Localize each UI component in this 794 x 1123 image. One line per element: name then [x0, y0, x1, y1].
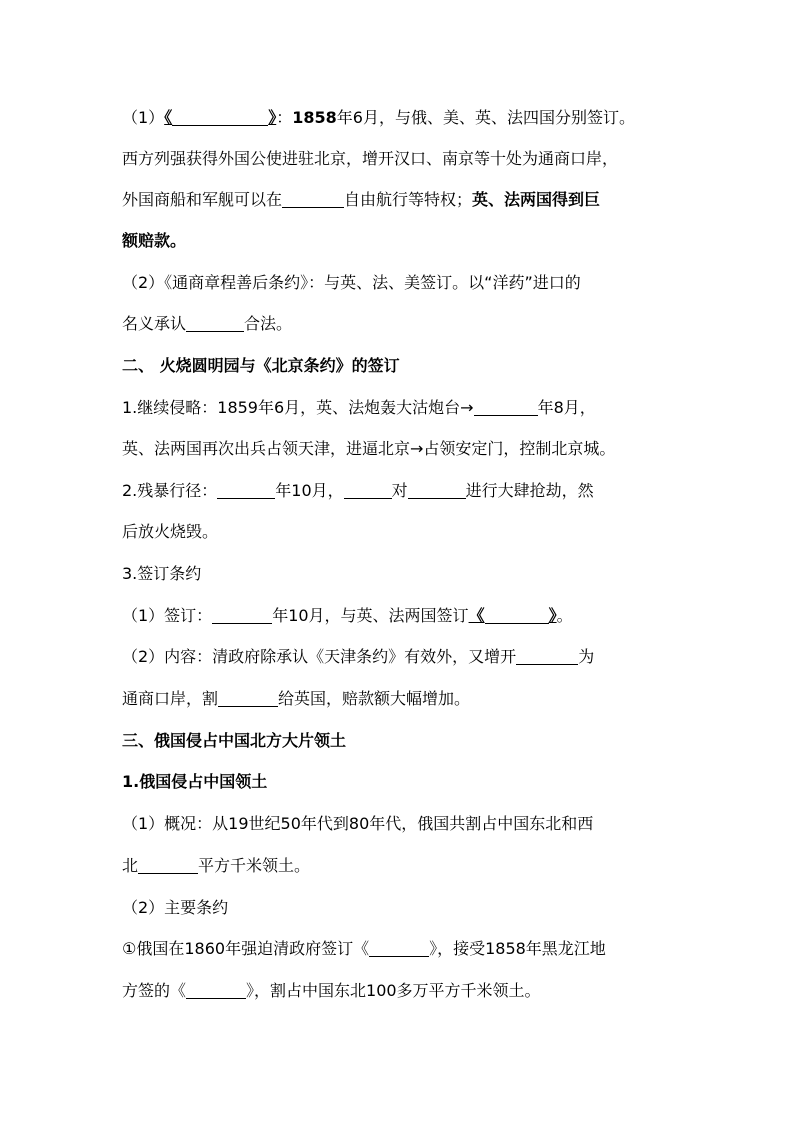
line-text: 北 — [122, 856, 139, 875]
line-text: 。 — [556, 606, 573, 625]
line-text: 年10月，与英、法两国签订 — [272, 606, 469, 625]
text-line-2 — [122, 149, 682, 169]
fill-blank-year-3[interactable] — [212, 606, 272, 624]
bold-text: 英、法两国得到巨 — [472, 190, 601, 209]
line-text: 为 — [578, 647, 595, 666]
line-text: 合法。 — [244, 314, 293, 333]
text-line-11 — [122, 522, 682, 542]
fill-blank-treaty-1[interactable] — [172, 108, 268, 126]
line-text: （1）签订： — [122, 606, 213, 625]
text-line-13 — [122, 606, 682, 626]
line-text: 年10月， — [275, 481, 344, 500]
line-text: 英、法两国再次出兵占领天津，进逼北京→占领安定门，控制北京城。 — [122, 439, 616, 458]
heading-text: 三、俄国侵占中国北方大片领土 — [122, 731, 347, 750]
line-text: 3.签订条约 — [122, 564, 202, 583]
text-line-5 — [122, 273, 682, 293]
line-text: 通商口岸，割 — [122, 689, 219, 708]
line-text: （2）内容：清政府除承认《天津条约》有效外，又增开 — [122, 647, 517, 666]
line-text: 外国商船和军舰可以在 — [122, 190, 283, 209]
line-text: 给英国，赔款额大幅增加。 — [278, 689, 471, 708]
line-text: （1）概况：从19世纪50年代到80年代，俄国共割占中国东北和西 — [122, 814, 594, 833]
text-line-22 — [122, 981, 682, 1001]
heading-text: 1.俄国侵占中国领土 — [122, 772, 268, 791]
text-line-14 — [122, 647, 682, 667]
line-text: 后放火烧毁。 — [122, 522, 219, 541]
line-text: 年6月，与俄、美、英、法四国分别签订。 — [336, 108, 635, 127]
line-text: ①俄国在1860年强迫清政府签订《 — [122, 939, 370, 958]
fill-blank-territory[interactable] — [218, 689, 278, 707]
fill-blank-year-2[interactable] — [217, 481, 275, 499]
line-text: 西方列强获得外国公使进驻北京，增开汉口、南京等十处为通商口岸， — [122, 149, 619, 168]
fill-blank-year-1[interactable] — [474, 398, 538, 416]
text-line-19 — [122, 856, 682, 876]
text-line-21 — [122, 939, 682, 959]
subsection-heading — [122, 772, 682, 792]
line-text: 平方千米领土。 — [198, 856, 311, 875]
line-text: 方签的《 — [122, 981, 187, 1000]
fill-blank-area[interactable] — [138, 856, 198, 874]
text-line-8 — [122, 398, 682, 418]
fill-blank-treaty-4[interactable] — [186, 981, 246, 999]
line-text: 2.残暴行径： — [122, 481, 218, 500]
line-text: 1.继续侵略：1859年6月，英、法炮轰大沽炮台→ — [122, 398, 474, 417]
colon: ： — [276, 108, 293, 127]
text-line-20 — [122, 898, 682, 918]
line-text: （2）《通商章程善后条约》：与英、法、美签订。以“洋药”进口的 — [122, 273, 581, 292]
fill-blank-river[interactable] — [282, 190, 344, 208]
line-text: 年8月， — [537, 398, 596, 417]
section-heading-2 — [122, 356, 682, 376]
heading-text: 二、 火烧圆明园与《北京条约》的签订 — [122, 356, 400, 375]
fill-blank-treaty-2[interactable] — [485, 606, 549, 624]
book-title-close: 》 — [268, 108, 277, 127]
line-text: 》，割占中国东北100多万平方千米领土。 — [246, 981, 541, 1000]
book-title-open: 《 — [164, 108, 173, 127]
section-heading-3 — [122, 731, 682, 751]
text-line-6 — [122, 314, 682, 334]
fill-blank-port[interactable] — [516, 647, 578, 665]
year-1858: 1858 — [292, 108, 337, 127]
text-line-1 — [122, 108, 682, 128]
line-text: 名义承认 — [122, 314, 187, 333]
text-line-10 — [122, 481, 682, 501]
text-line-15 — [122, 689, 682, 709]
fill-blank-aggressor[interactable] — [344, 481, 392, 499]
book-title-close: 》 — [548, 606, 557, 625]
line-text: 进行大肆抢劫，然 — [465, 481, 594, 500]
bold-text: 额赔款。 — [122, 231, 187, 250]
line-text: 自由航行等特权； — [344, 190, 473, 209]
line-text: （2）主要条约 — [122, 898, 229, 917]
text-line-4 — [122, 231, 682, 251]
text-line-12 — [122, 564, 682, 584]
book-title-open: 《 — [468, 606, 485, 625]
line-text: 》，接受1858年黑龙江地 — [429, 939, 606, 958]
fill-blank-place[interactable] — [408, 481, 466, 499]
text-line-9 — [122, 439, 682, 459]
fill-blank-treaty-3[interactable] — [369, 939, 429, 957]
text-line-3 — [122, 190, 682, 210]
text-line-18 — [122, 814, 682, 834]
line-text: 对 — [391, 481, 408, 500]
item-number: （1） — [122, 108, 165, 127]
fill-blank-opium[interactable] — [186, 314, 244, 332]
